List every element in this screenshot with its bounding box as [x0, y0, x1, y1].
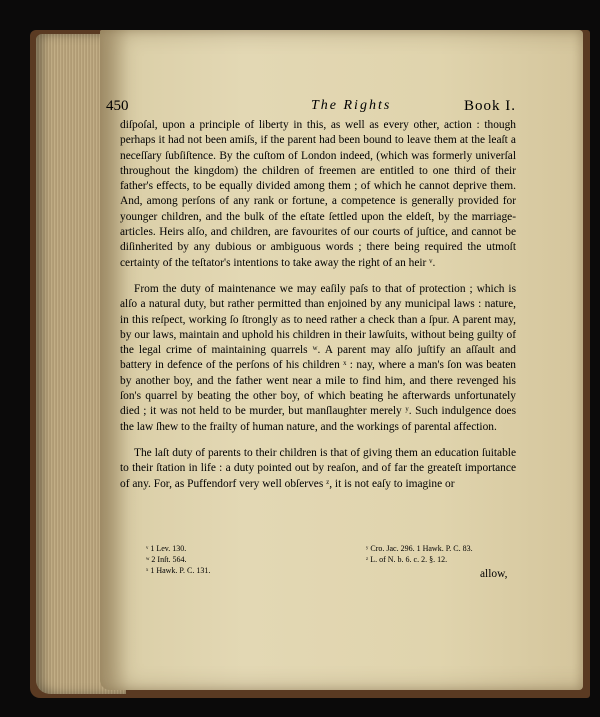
footnotes-right — [366, 543, 473, 565]
book-label: Book I. — [464, 98, 516, 114]
footnote: ʷ 2 Inſt. 564. — [146, 555, 187, 564]
paragraph-2: From the duty of maintenance we may eaſily paſs to that of protection ; which is alſo a natural duty, but rather permitted than enjoined by any municipal laws : nature, in this reſpect, working ſo ſtrongly as to need rather a check than a ſpur. A parent may, by our laws, maintain and uphold his children in their lawſuits, without being guilty of the legal crime of maintaining quarrels ʷ. A parent may alſo juſtify an aſſault and battery in defence of the perſons of his children ˣ : nay, where a man's ſon was beaten by another boy, and the father went near a mile to find him, and there revenged his ſon's quarrel by beating the other boy, of which beating he afterwards unfortunately died ; it was not held to be murder, but manſlaughter merely ʸ. Such indulgence does the law ſhew to the frailty of human nature, and the workings of parental affection. — [120, 282, 516, 433]
running-header — [106, 98, 516, 116]
running-title: The Rights — [311, 98, 392, 113]
catchword: allow, — [480, 568, 508, 580]
footnotes-left — [146, 543, 210, 576]
footnote: ᶻ L. of N. b. 6. c. 2. §. 12. — [366, 555, 448, 564]
body-text — [120, 118, 516, 492]
page-number: 450 — [106, 98, 129, 114]
footnote: ˣ 1 Hawk. P. C. 131. — [146, 566, 211, 575]
footnote: ʸ Cro. Jac. 296. 1 Hawk. P. C. 83. — [366, 544, 473, 553]
paragraph-1: diſpoſal, upon a principle of liberty in this, as well as every other, action : though perhaps it had not been amiſs, if the parent had been bound to leave them at the leaſt a neceſſary ſubſiſtence. By the cuſtom of London indeed, (which was formerly univerſal throughout the kingdom) the children of freemen are entitled to one third of their father's effects, to be equally divided among them ; of which he cannot deprive them. And, among perſons of any rank or fortune, a competence is generally provided for younger children, and the bulk of the eſtate ſettled upon the eldeſt, by the marriage-articles. Heirs alſo, and children, are favourites of our courts of juſtice, and cannot be diſinherited by any dubious or ambiguous words ; there being required the utmoſt certainty of the teſtator's intentions to take away the right of an heir ᵛ. — [120, 119, 516, 269]
footnote: ᵛ 1 Lev. 130. — [146, 544, 187, 553]
paragraph-3: The laſt duty of parents to their children is that of giving them an education ſuitable to their ſtation in life : a duty pointed out by reaſon, and of far the greateſt importance of any. For, as Puffendorf very well obſerves ᶻ, it is not eaſy to imagine or — [120, 446, 516, 490]
